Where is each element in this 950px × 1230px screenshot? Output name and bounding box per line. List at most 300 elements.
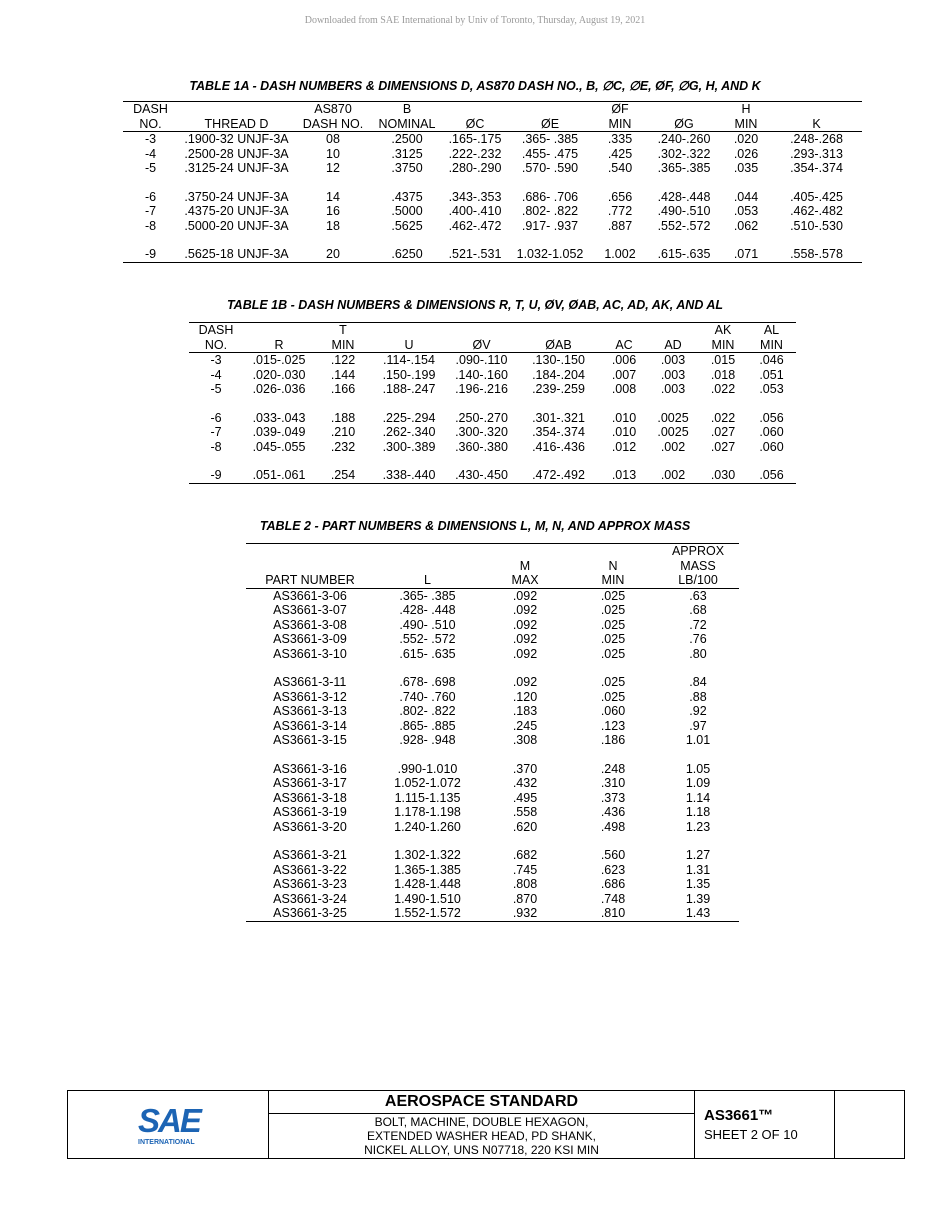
table-cell: .222-.232	[448, 146, 502, 161]
document-number-cell	[695, 1091, 835, 1158]
table-cell: AS3661-3-22	[273, 862, 347, 877]
table-cell: .360-.380	[455, 439, 508, 454]
table-cell: 20	[295, 233, 371, 262]
table-cell: .262-.340	[382, 425, 436, 439]
table-cell: AS3661-3-16	[273, 761, 347, 776]
table-cell: .416-.436	[532, 439, 585, 454]
table-cell: -5	[210, 382, 222, 396]
table-cell: .188	[330, 410, 356, 425]
header-row	[246, 544, 739, 559]
dash-number-row	[123, 176, 862, 205]
table-cell: .428- .448	[399, 603, 456, 617]
table-cell: .144	[330, 367, 356, 382]
table-cell: .810	[569, 906, 657, 921]
table-cell: -8	[210, 439, 222, 454]
table-cell: -7	[144, 204, 157, 218]
column-header: H	[721, 102, 771, 117]
table-cell: .615-.635	[647, 233, 721, 262]
table-cell: 10	[326, 146, 340, 161]
table-cell: .022	[710, 410, 736, 425]
column-header: AD	[647, 338, 699, 353]
table-cell: .623	[600, 862, 626, 877]
part-number-row	[246, 791, 739, 806]
column-header	[178, 102, 295, 117]
table-cell: AS3661-3-14	[273, 718, 347, 733]
table-cell: .012	[611, 439, 637, 454]
column-header	[371, 323, 447, 338]
table-cell: 18	[326, 218, 340, 233]
table-cell: .560	[600, 848, 626, 862]
table-cell: .887	[607, 218, 633, 233]
table-cell: .462-.482	[790, 204, 843, 218]
column-header	[246, 544, 374, 559]
table-cell: .917- .937	[521, 218, 579, 233]
table-cell: .280-.290	[448, 161, 502, 175]
column-header	[481, 544, 569, 559]
table-cell: .552- .572	[399, 632, 456, 646]
table-cell: AS3661-3-21	[273, 848, 347, 862]
table-cell: .007	[611, 367, 637, 382]
header-row	[189, 323, 796, 338]
column-header	[443, 102, 507, 117]
column-header: ØF	[593, 102, 647, 117]
table-cell: .025	[600, 646, 626, 661]
table-cell: 1.09	[685, 776, 711, 790]
table-cell: -3	[144, 132, 157, 146]
svg-text:SAE: SAE	[138, 1102, 200, 1139]
table-cell: .239-.259	[532, 382, 585, 396]
table-cell: .5000-20 UNJF-3A	[184, 218, 289, 233]
table-cell: .300-.320	[455, 425, 508, 439]
table-cell: .802- .822	[521, 204, 579, 218]
table-cell: 1.01	[685, 733, 711, 747]
table-cell: .027	[710, 439, 736, 454]
table-cell: .002	[660, 439, 686, 454]
table-cell: .053	[733, 204, 759, 218]
column-header: NO.	[189, 338, 243, 353]
table-cell: .498	[600, 819, 626, 834]
logo-cell	[68, 1091, 269, 1158]
table-cell: AS3661-3-08	[273, 617, 347, 632]
dash-number-row	[189, 440, 796, 455]
table-cell: AS3661-3-15	[273, 733, 347, 747]
table-cell: .88	[689, 689, 707, 704]
table-cell: .184-.204	[532, 367, 585, 382]
table-cell: -9	[189, 454, 243, 483]
header-row	[123, 117, 862, 132]
column-header: LB/100	[657, 573, 739, 588]
table-cell: .013	[601, 454, 647, 483]
table-cell: .015	[710, 353, 736, 367]
column-header	[601, 323, 647, 338]
table-cell: AS3661-3-07	[273, 603, 347, 617]
column-header: N	[608, 558, 618, 573]
table-cell: 1.490-1.510	[394, 891, 461, 906]
column-header: T	[315, 323, 371, 338]
table-cell: -6	[144, 189, 157, 204]
table-cell: .051	[759, 367, 784, 382]
column-header: MIN	[315, 338, 371, 353]
table-cell: .748	[600, 891, 626, 906]
sheet-number: SHEET 2 OF 10	[704, 1127, 798, 1142]
table-cell: .990-1.010	[397, 761, 458, 776]
part-number-row	[246, 748, 739, 777]
table-cell: .72	[689, 617, 707, 632]
part-number-row	[246, 603, 739, 618]
table-cell: .2500-28 UNJF-3A	[184, 146, 289, 161]
table-cell: 1.39	[685, 891, 711, 906]
table-cell: AS3661-3-11	[273, 675, 347, 689]
table-cell: .455- .475	[521, 146, 579, 161]
header-row	[123, 102, 862, 117]
table-cell: .932	[481, 906, 569, 921]
table-cell: .196-.216	[455, 382, 508, 396]
column-header: MASS	[680, 558, 716, 573]
column-header: ØV	[447, 338, 516, 353]
table-cell: .114-.154	[383, 353, 435, 367]
column-header	[374, 544, 481, 559]
table-cell: .80	[689, 646, 707, 661]
table-cell: .250-.270	[455, 410, 508, 425]
column-header	[647, 102, 721, 117]
table-cell: .370	[512, 761, 538, 776]
column-header: MAX	[481, 573, 569, 588]
table-cell: .400-.410	[448, 204, 502, 218]
table-2-title: TABLE 2 - PART NUMBERS & DIMENSIONS L, M, N, AND APPROX MASS	[259, 519, 691, 533]
column-header: MIN	[593, 117, 647, 132]
table-cell: .5625	[391, 218, 423, 233]
title-block	[67, 1090, 905, 1159]
table-cell: .025	[600, 603, 626, 617]
table-cell: .76	[689, 632, 707, 646]
table-cell: .056	[747, 454, 796, 483]
table-cell: .3750-24 UNJF-3A	[184, 189, 289, 204]
table-cell: .003	[660, 382, 686, 396]
table-cell: .020-.030	[252, 367, 306, 382]
table-cell: -7	[210, 425, 222, 439]
dash-number-row	[123, 219, 862, 234]
table-cell: .558-.578	[771, 233, 862, 262]
table-cell: .425	[607, 146, 633, 161]
column-header	[447, 323, 516, 338]
table-cell: .245	[512, 718, 538, 733]
dash-number-row	[189, 454, 796, 483]
column-header: THREAD D	[178, 117, 295, 132]
table-cell: 1.05	[685, 761, 711, 776]
table-cell: .570- .590	[521, 161, 579, 175]
table-cell: -6	[210, 410, 222, 425]
table-cell: .6250	[371, 233, 443, 262]
table-cell: .540	[607, 161, 633, 175]
table-cell: .620	[512, 819, 538, 834]
column-header: R	[243, 338, 315, 353]
part-number-row	[246, 719, 739, 734]
table-cell: .035	[733, 161, 759, 175]
table-cell: 1.115-1.135	[394, 790, 461, 805]
table-cell: .008	[611, 382, 637, 396]
table-cell: .046	[759, 353, 784, 367]
column-header: B	[371, 102, 443, 117]
table-cell: .802- .822	[399, 704, 456, 718]
dash-number-row	[123, 132, 862, 147]
table-cell: AS3661-3-12	[273, 689, 347, 704]
table-cell: .092	[512, 646, 538, 661]
table-cell: .003	[660, 353, 686, 367]
part-number-row	[246, 776, 739, 791]
table-cell: .027	[710, 425, 736, 439]
table-cell: 1.002	[593, 233, 647, 262]
table-cell: .365- .385	[399, 588, 456, 603]
table-cell: .430-.450	[447, 454, 516, 483]
column-header: DASH	[189, 323, 243, 338]
table-cell: .186	[600, 733, 626, 747]
table-cell: .232	[330, 439, 356, 454]
column-header: M	[519, 558, 531, 573]
table-cell: 08	[326, 132, 340, 146]
part-number-row	[246, 863, 739, 878]
table-cell: .432	[512, 776, 538, 790]
column-header: ØAB	[516, 338, 601, 353]
table-cell: -5	[144, 161, 157, 175]
table-cell: .4375-20 UNJF-3A	[184, 204, 289, 218]
table-cell: .84	[689, 675, 707, 689]
table-cell: -8	[144, 218, 157, 233]
table-cell: .006	[611, 353, 637, 367]
column-header: NOMINAL	[371, 117, 443, 132]
table-cell: .248	[600, 761, 626, 776]
column-header	[569, 544, 657, 559]
table-cell: .365-.385	[657, 161, 711, 175]
table-cell: .039-.049	[252, 425, 306, 439]
table-cell: 1.14	[685, 790, 711, 805]
table-cell: -3	[210, 353, 222, 367]
table-cell: .4375	[391, 189, 423, 204]
header-row	[246, 559, 739, 574]
table-cell: .928- .948	[399, 733, 456, 747]
header-row	[246, 573, 739, 588]
table-cell: 1.27	[685, 848, 711, 862]
table-cell: .002	[647, 454, 699, 483]
table-cell: AS3661-3-19	[273, 805, 347, 819]
table-cell: .92	[689, 704, 707, 718]
column-header	[507, 102, 593, 117]
document-number: AS3661™	[704, 1107, 774, 1124]
table-cell: .68	[689, 603, 707, 617]
table-cell: .092	[512, 603, 538, 617]
column-header	[516, 323, 601, 338]
table-cell: AS3661-3-23	[273, 877, 347, 891]
table-cell: AS3661-3-18	[273, 790, 347, 805]
dash-number-row	[123, 161, 862, 176]
table-cell: .003	[660, 367, 686, 382]
table-cell: .210	[330, 425, 356, 439]
table-cell: .020	[733, 132, 759, 146]
table-cell: .240-.260	[657, 132, 711, 146]
table-cell: .302-.322	[657, 146, 711, 161]
table-cell: .092	[512, 632, 538, 646]
table-1b	[189, 322, 796, 484]
column-header: AS870	[295, 102, 371, 117]
table-cell: .490- .510	[399, 617, 456, 632]
table-cell: .490-.510	[657, 204, 711, 218]
column-header: ØE	[507, 117, 593, 132]
part-number-row	[246, 733, 739, 748]
table-cell: .123	[600, 718, 626, 733]
column-header: ØC	[443, 117, 507, 132]
table-cell: .120	[512, 689, 538, 704]
column-header: DASH	[123, 102, 178, 117]
table-cell: .338-.440	[371, 454, 447, 483]
table-cell: AS3661-3-24	[273, 891, 347, 906]
table-cell: .678- .698	[399, 675, 456, 689]
table-cell: .025	[600, 675, 626, 689]
table-cell: .301-.321	[532, 410, 585, 425]
column-header: ØG	[647, 117, 721, 132]
standard-heading: AEROSPACE STANDARD	[269, 1091, 694, 1114]
part-number-row	[246, 632, 739, 647]
table-cell: AS3661-3-25	[246, 906, 374, 921]
table-cell: .5000	[391, 204, 423, 218]
table-cell: 1.240-1.260	[394, 819, 461, 834]
table-cell: .686	[600, 877, 626, 891]
table-cell: 1.178-1.198	[394, 805, 461, 819]
column-header	[246, 559, 374, 574]
table-cell: .071	[721, 233, 771, 262]
table-cell: .405-.425	[790, 189, 843, 204]
table-cell: .354-.374	[790, 161, 843, 175]
table-cell: .225-.294	[382, 410, 436, 425]
table-cell: .436	[600, 805, 626, 819]
dash-number-row	[189, 382, 796, 397]
table-cell: .254	[315, 454, 371, 483]
part-number-row	[246, 704, 739, 719]
table-cell: 1.052-1.072	[394, 776, 461, 790]
part-number-row	[246, 820, 739, 835]
table-cell: .045-.055	[252, 439, 306, 454]
table-cell: .056	[759, 410, 784, 425]
table-cell: 12	[326, 161, 340, 175]
table-cell: .092	[512, 675, 538, 689]
table-cell: .682	[512, 848, 538, 862]
table-cell: .060	[759, 439, 784, 454]
table-cell: .026-.036	[252, 382, 306, 396]
column-header: AL	[747, 323, 796, 338]
table-cell: .63	[689, 588, 707, 603]
sae-international-logo	[136, 1102, 206, 1148]
table-cell: AS3661-3-10	[273, 646, 347, 661]
column-header: AC	[601, 338, 647, 353]
part-number-row	[246, 661, 739, 690]
table-cell: .092	[512, 588, 538, 603]
table-cell: .0025	[657, 425, 689, 439]
table-cell: .772	[607, 204, 633, 218]
header-row	[189, 338, 796, 353]
table-cell: .026	[733, 146, 759, 161]
standard-description	[269, 1114, 694, 1157]
table-cell: AS3661-3-20	[273, 819, 347, 834]
table-cell: 1.428-1.448	[394, 877, 461, 891]
table-2	[246, 543, 739, 922]
part-number-row	[246, 588, 739, 603]
table-cell: .865- .885	[399, 718, 456, 733]
blank-cell	[835, 1091, 904, 1158]
table-cell: 1.365-1.385	[394, 862, 461, 877]
column-header: MIN	[569, 573, 657, 588]
table-cell: .060	[600, 704, 626, 718]
table-cell: 1.18	[685, 805, 711, 819]
table-cell: -4	[144, 146, 157, 161]
part-number-row	[246, 906, 739, 921]
dash-number-row	[123, 233, 862, 262]
table-cell: .060	[759, 425, 784, 439]
part-number-row	[246, 877, 739, 892]
table-cell: -9	[123, 233, 178, 262]
column-header	[771, 102, 862, 117]
table-cell: .462-.472	[448, 218, 502, 233]
table-cell: .293-.313	[790, 146, 843, 161]
table-cell: 1.31	[685, 862, 711, 877]
table-cell: .092	[512, 617, 538, 632]
description-line: EXTENDED WASHER HEAD, PD SHANK,	[367, 1129, 596, 1143]
table-cell: .3125	[391, 146, 423, 161]
table-cell: .150-.199	[382, 367, 436, 382]
table-cell: .051-.061	[243, 454, 315, 483]
description-line: NICKEL ALLOY, UNS N07718, 220 KSI MIN	[364, 1143, 599, 1157]
part-number-row	[246, 618, 739, 633]
table-1a-title: TABLE 1A - DASH NUMBERS & DIMENSIONS D, AS870 DASH NO., B, ∅C, ∅E, ØF, ∅G, H, AND K	[189, 79, 761, 93]
standard-cell	[269, 1091, 695, 1158]
table-cell: .495	[512, 790, 538, 805]
table-cell: .686- .706	[521, 189, 579, 204]
table-cell: AS3661-3-17	[273, 776, 347, 790]
table-cell: .2500	[391, 132, 423, 146]
table-cell: .1900-32 UNJF-3A	[184, 132, 289, 146]
dash-number-row	[189, 368, 796, 383]
table-cell: .090-.110	[455, 353, 508, 367]
table-cell: .044	[733, 189, 759, 204]
column-header: NO.	[123, 117, 178, 132]
column-header: MIN	[747, 338, 796, 353]
table-cell: .3750	[391, 161, 423, 175]
table-cell: 1.552-1.572	[374, 906, 481, 921]
table-cell: .365- .385	[521, 132, 579, 146]
table-cell: .030	[699, 454, 747, 483]
table-cell: 14	[326, 189, 340, 204]
table-cell: .510-.530	[790, 218, 843, 233]
table-cell: AS3661-3-06	[273, 588, 347, 603]
table-cell: AS3661-3-13	[273, 704, 347, 718]
table-cell: .5625-18 UNJF-3A	[178, 233, 295, 262]
table-cell: .373	[600, 790, 626, 805]
table-cell: 1.23	[685, 819, 711, 834]
table-cell: .010	[611, 425, 637, 439]
table-cell: .656	[607, 189, 633, 204]
table-cell: 1.302-1.322	[394, 848, 461, 862]
svg-text:INTERNATIONAL: INTERNATIONAL	[138, 1139, 195, 1146]
table-cell: .0025	[657, 410, 689, 425]
table-cell: 1.032-1.052	[507, 233, 593, 262]
table-cell: .745	[512, 862, 538, 877]
description-line: BOLT, MACHINE, DOUBLE HEXAGON,	[374, 1115, 589, 1129]
column-header: K	[771, 117, 862, 132]
table-cell: .300-.389	[382, 439, 436, 454]
table-cell: .248-.268	[790, 132, 843, 146]
table-cell: .472-.492	[516, 454, 601, 483]
download-watermark: Downloaded from SAE International by Univ of Toronto, Thursday, August 19, 2021	[304, 15, 646, 26]
table-cell: .062	[733, 218, 759, 233]
table-cell: .018	[710, 367, 736, 382]
table-cell: AS3661-3-09	[273, 632, 347, 646]
